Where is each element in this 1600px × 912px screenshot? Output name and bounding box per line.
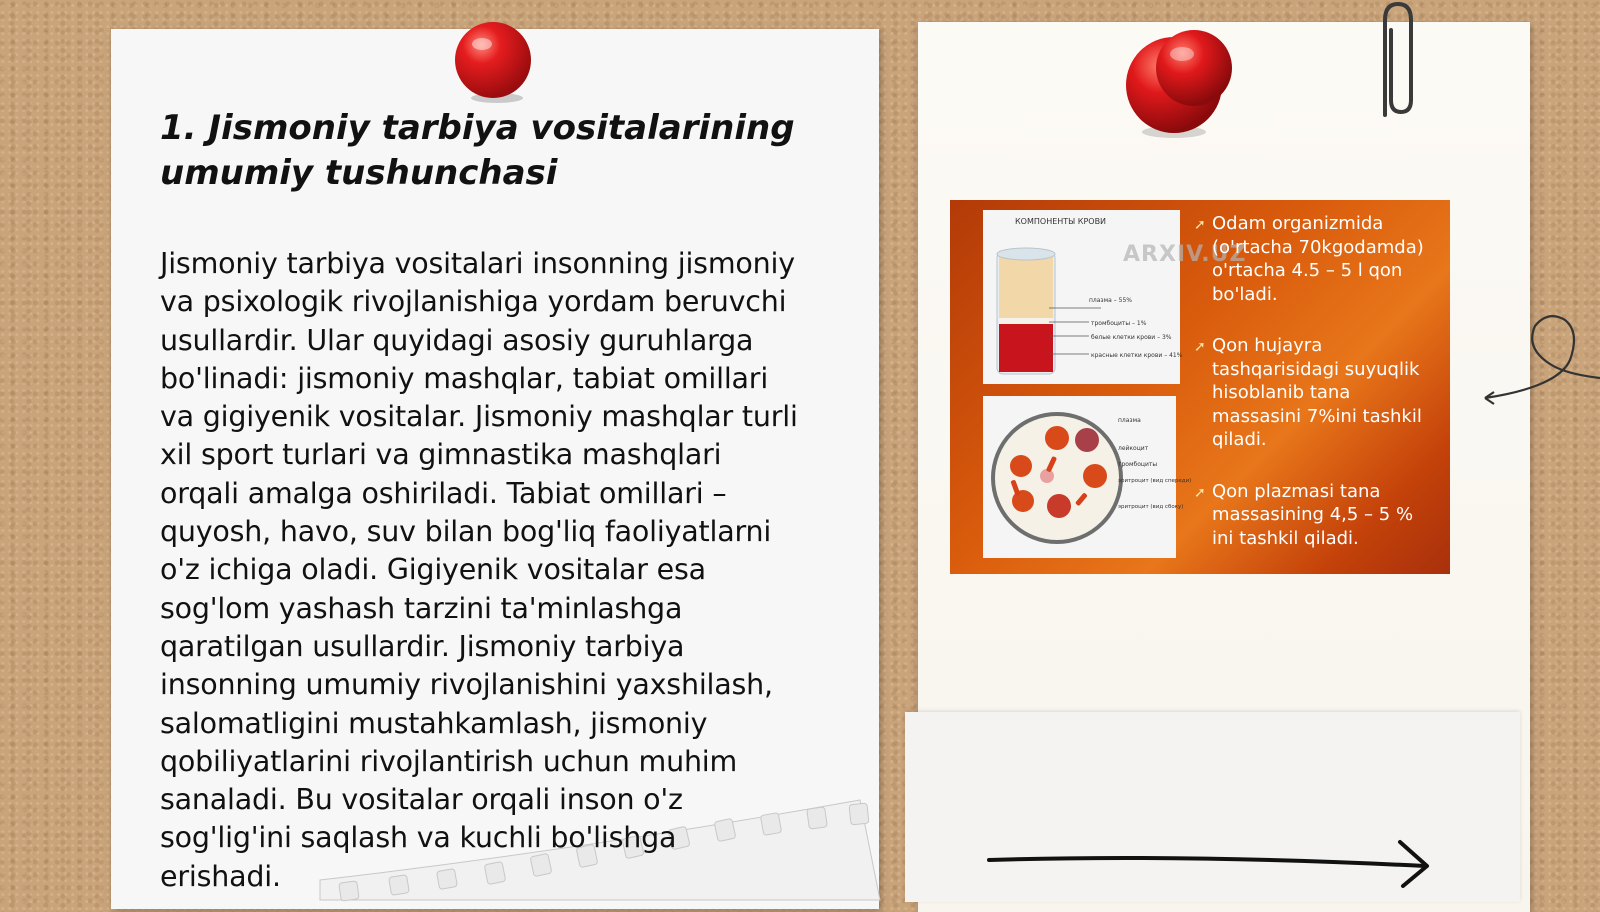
- body-line: sanaladi. Bu vositalar orqali inson o'z: [160, 783, 683, 817]
- body-line: qaratilgan usullardir. Jismoniy tarbiya: [160, 629, 685, 663]
- bullet-line: massasini 7%ini tashkil: [1212, 405, 1422, 427]
- bullet-line: ini tashkil qiladi.: [1212, 527, 1359, 549]
- body-line: sog'lig'ini saqlash va kuchli bo'lishga: [160, 821, 677, 855]
- bullet-line: hisoblanib tana: [1212, 382, 1351, 403]
- body-line: Jismoniy tarbiya vositalari insonning jismoniy: [160, 247, 795, 280]
- page-title: [160, 106, 860, 196]
- bullet-line: qiladi.: [1212, 429, 1267, 450]
- body-line: quyosh, havo, suv bilan bog'liq faoliyatlarni: [160, 515, 772, 549]
- bullet-line: o'rtacha 4.5 – 5 l qon: [1212, 260, 1403, 281]
- arrow-bullet-icon: ➚: [1194, 217, 1206, 233]
- body-line: salomatligini mustahkamlash, jismoniy: [160, 706, 708, 740]
- blood-facts-slide: [950, 200, 1450, 574]
- doodle-arrow-icon: [1480, 312, 1600, 412]
- paper-clip-icon: [1375, 0, 1421, 125]
- diagram-label: эритроцит (вид сбоку): [1118, 504, 1184, 510]
- blood-cells-diagram: [983, 396, 1192, 558]
- push-pin-icon: [452, 20, 538, 106]
- diagram-label: плазма – 55%: [1089, 297, 1132, 304]
- body-line: orqali amalga oshiriladi. Tabiat omillari –: [160, 476, 727, 510]
- bullet-item: [1194, 212, 1444, 306]
- bullet-line: Qon plazmasi tana: [1212, 480, 1381, 502]
- bullet-line: (o'rtacha 70kgodamda): [1212, 236, 1424, 258]
- arrow-bullet-icon: ➚: [1194, 339, 1206, 355]
- bullet-line: tashqarisidagi suyuqlik: [1212, 358, 1420, 380]
- body-line: va gigiyenik vositalar. Jismoniy mashqlar turli: [160, 400, 798, 434]
- bullet-line: Qon hujayra: [1212, 335, 1323, 356]
- bullet-list: [1194, 212, 1444, 578]
- diagram-label: тромбоциты: [1118, 461, 1158, 468]
- bullet-item: [1194, 480, 1444, 551]
- diagram-label: белые клетки крови – 3%: [1091, 334, 1172, 341]
- diagram-label: тромбоциты – 1%: [1091, 320, 1147, 327]
- next-arrow-icon[interactable]: [985, 838, 1445, 888]
- bullet-line: Odam organizmida: [1212, 213, 1384, 234]
- body-line: bo'linadi: jismoniy mashqlar, tabiat omillari: [160, 361, 769, 395]
- bullet-line: bo'ladi.: [1212, 283, 1278, 305]
- diagram-label: красные клетки крови – 41%: [1091, 352, 1183, 359]
- bullet-item: [1194, 334, 1444, 452]
- diagram-label: плазма: [1118, 417, 1141, 424]
- title-line-2: umumiy tushunchasi: [160, 153, 558, 193]
- body-line: sog'lom yashash tarzini ta'minlashga: [160, 591, 683, 625]
- body-line: erishadi.: [160, 859, 281, 893]
- title-line-1: 1. Jismoniy tarbiya vositalarining: [160, 108, 795, 148]
- diagram-title: КОМПОНЕНТЫ КРОВИ: [1015, 217, 1107, 226]
- body-line: qobiliyatlarini rivojlantirish uchun muhim: [160, 744, 738, 778]
- diagram-label: эритроцит (вид спереди): [1118, 478, 1192, 484]
- body-paragraph: [160, 245, 850, 896]
- watermark: ARXIV.UZ: [1123, 242, 1247, 267]
- push-pin-icon: [1122, 30, 1242, 140]
- diagram-label: лейкоцит: [1118, 445, 1149, 452]
- body-line: usullardir. Ular quyidagi asosiy guruhlarga: [160, 323, 754, 357]
- body-line: va psixologik rivojlanishiga yordam beruvchi: [160, 285, 787, 319]
- body-line: xil sport turlari va gimnastika mashqlari: [160, 438, 722, 472]
- body-line: insonning umumiy rivojlanishini yaxshilash,: [160, 668, 773, 702]
- body-line: o'z ichiga oladi. Gigiyenik vositalar esa: [160, 553, 706, 587]
- arrow-bullet-icon: ➚: [1194, 484, 1206, 501]
- bullet-line: massasining 4,5 – 5 %: [1212, 504, 1414, 525]
